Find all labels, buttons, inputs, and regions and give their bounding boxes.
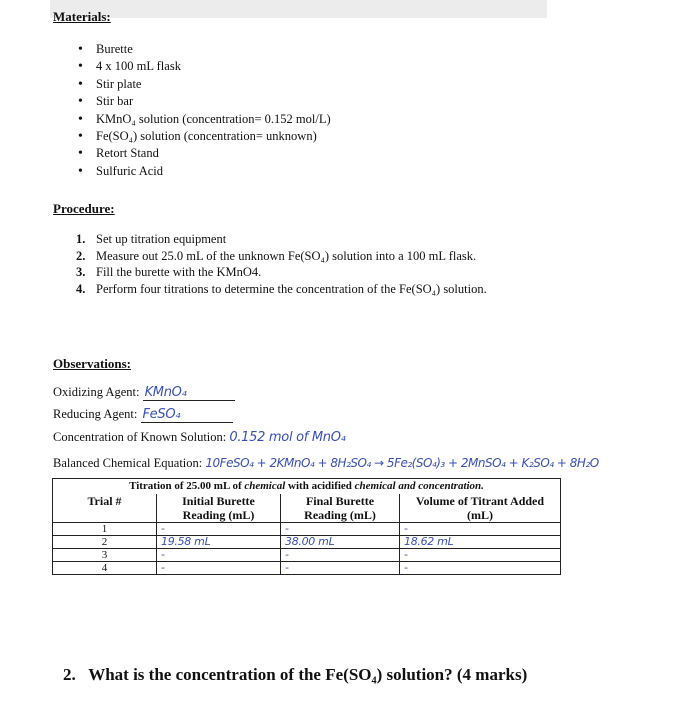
table-header-row xyxy=(53,494,561,523)
list-item: • Sulfuric Acid xyxy=(80,163,331,180)
trial-cell: 1 xyxy=(53,523,157,536)
materials-heading: Materials: xyxy=(53,9,111,24)
observations-heading: Observations: xyxy=(53,356,131,371)
initial-cell xyxy=(157,536,281,549)
list-item: • 4 x 100 mL flask xyxy=(80,58,331,75)
list-item xyxy=(76,248,487,265)
caption-part: chemical xyxy=(244,480,286,492)
initial-cell xyxy=(157,523,281,536)
equation-line xyxy=(53,456,599,471)
concentration-line xyxy=(53,430,346,445)
oxidizing-agent-value: KMnO₄ xyxy=(144,385,187,400)
oxidizing-agent-field xyxy=(143,385,235,401)
step-text: Set up titration equipment xyxy=(96,232,227,246)
caption-part: with acidified xyxy=(285,480,355,492)
list-item xyxy=(76,264,487,281)
volume-cell xyxy=(400,562,561,575)
column-header: Final Burette Reading (mL) xyxy=(281,494,400,523)
step-number: 2. xyxy=(76,248,86,263)
equation-value: 10FeSO₄ + 2KMnO₄ + 8H₂SO₄ → 5Fe₂(SO₄)₃ + 2MnSO₄ + K₂SO₄ + 8H₂O xyxy=(205,456,599,470)
table-row xyxy=(53,536,561,549)
oxidizing-agent-label: Oxidizing Agent: xyxy=(53,385,140,399)
list-item: • Stir bar xyxy=(80,93,331,110)
step-text: Measure out 25.0 mL of the unknown Fe(SO₄) solution into a 100 mL flask. xyxy=(96,248,477,263)
reducing-agent-line xyxy=(53,407,233,423)
equation-label: Balanced Chemical Equation: xyxy=(53,456,203,470)
table-row xyxy=(53,549,561,562)
reducing-agent-value: FeSO₄ xyxy=(142,407,181,422)
step-number: 4. xyxy=(76,281,86,296)
list-item: • Burette xyxy=(80,41,331,58)
caption-part: chemical and concentration. xyxy=(354,480,484,492)
list-item xyxy=(76,231,487,248)
trial-cell: 4 xyxy=(53,562,157,575)
volume-value: 18.62 mL xyxy=(404,535,454,548)
question-text: What is the concentration of the Fe(SO₄) solution? xyxy=(88,665,453,684)
table-caption-row xyxy=(53,479,561,495)
final-value: 38.00 mL xyxy=(285,535,335,548)
initial-value: - xyxy=(161,561,165,574)
reducing-agent-field xyxy=(141,407,233,423)
volume-cell xyxy=(400,549,561,562)
reducing-agent-label: Reducing Agent: xyxy=(53,407,138,421)
question-number: 2. xyxy=(63,665,76,684)
final-value: - xyxy=(285,548,289,561)
volume-cell xyxy=(400,523,561,536)
volume-value: - xyxy=(404,561,408,574)
step-text: Perform four titrations to determine the concentration of the Fe(SO₄) solution. xyxy=(96,281,487,296)
column-header: Volume of Titrant Added (mL) xyxy=(400,494,561,523)
materials-list xyxy=(80,41,331,180)
trial-cell: 3 xyxy=(53,549,157,562)
table-caption xyxy=(53,479,561,495)
list-item: • Stir plate xyxy=(80,76,331,93)
volume-cell xyxy=(400,536,561,549)
caption-part: Titration of 25.00 mL of xyxy=(129,480,245,492)
volume-value: - xyxy=(404,548,408,561)
question-marks: (4 marks) xyxy=(456,665,528,684)
concentration-label: Concentration of Known Solution: xyxy=(53,430,227,444)
procedure-list xyxy=(76,231,487,297)
oxidizing-agent-line xyxy=(53,385,235,401)
step-number: 1. xyxy=(76,232,86,246)
volume-value: - xyxy=(404,522,408,535)
final-value: - xyxy=(285,561,289,574)
top-shade-bar xyxy=(50,0,547,18)
question-2 xyxy=(63,665,527,685)
titration-table xyxy=(52,478,561,575)
list-item: • KMnO₄ solution (concentration= 0.152 mol/L) xyxy=(80,111,331,128)
initial-value: - xyxy=(161,548,165,561)
final-cell xyxy=(281,549,400,562)
procedure-heading: Procedure: xyxy=(53,201,115,216)
list-item: • Retort Stand xyxy=(80,145,331,162)
final-cell xyxy=(281,523,400,536)
step-text: Fill the burette with the KMnO4. xyxy=(96,265,262,280)
table-row xyxy=(53,523,561,536)
final-cell xyxy=(281,536,400,549)
trial-cell: 2 xyxy=(53,536,157,549)
list-item: • Fe(SO₄) solution (concentration= unknown) xyxy=(80,128,331,145)
column-header: Initial Burette Reading (mL) xyxy=(157,494,281,523)
initial-value: - xyxy=(161,522,165,535)
final-cell xyxy=(281,562,400,575)
column-header: Trial # xyxy=(53,494,157,523)
step-number: 3. xyxy=(76,265,86,280)
list-item xyxy=(76,281,487,298)
initial-value: 19.58 mL xyxy=(161,535,211,548)
initial-cell xyxy=(157,562,281,575)
table-row xyxy=(53,562,561,575)
initial-cell xyxy=(157,549,281,562)
final-value: - xyxy=(285,522,289,535)
concentration-value: 0.152 mol of MnO₄ xyxy=(229,430,346,445)
